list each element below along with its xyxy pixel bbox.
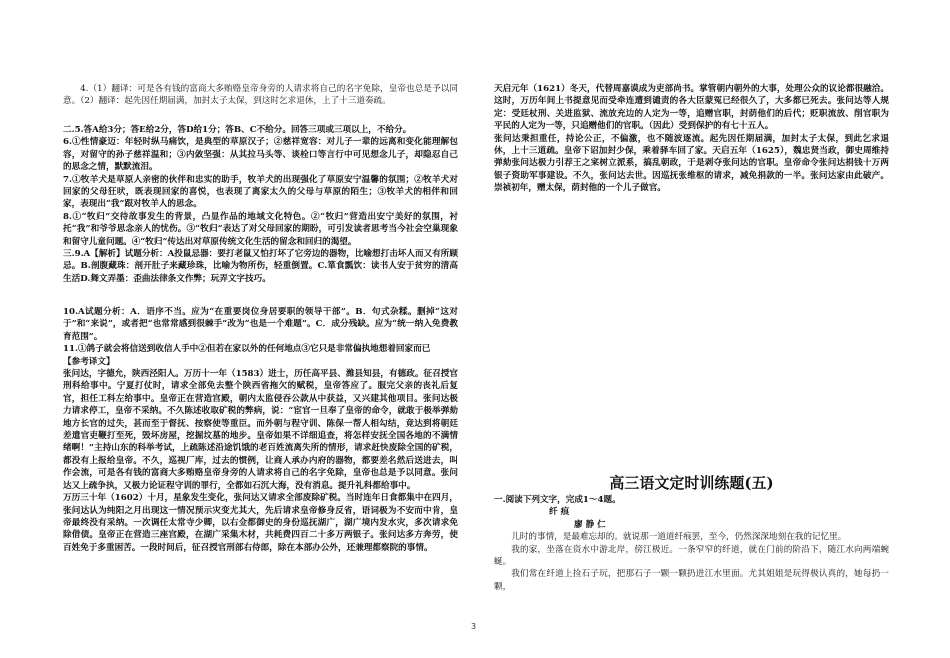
left-column [63,0,458,658]
answer-q11: 11.①鸽子就会将信送到收信人手中②但若在家以外的任何地点③它只是非常偏执地想着回家而已 [63,344,431,355]
answer-q8: 8.①“牧归”交待故事发生的背景，凸显作品的地域文化特色。②“牧归”营造出安宁美好的氛围，衬托“我”和爷爷思念亲人的忧伤。③“牧归”表达了对父母回家的期盼，可引发读者思考当今社会空巢现象和留守儿童问题。④“牧归”传达出对草原传统文化生活的留念和回归的渴望。 [63,211,458,247]
reference-translation-label: 【参考译文】 [63,356,115,367]
reference-translation-2: 万历三十年（1602）十月，星象发生变化，张问达又请求全部废除矿税。当时连年日食都集中在四月，张问达认为纯阳之月出现这一情况预示灾变尤其大，先后请求皇帝修身反省，语词极为不安而中肯，皇帝最终没有采纳。一次调任太常寺少卿，以右佥都御史的身份巡抚湖广，湖广境内发水灾，多次请求免除借债。皇帝正在营造三座宫殿，在湖广采集木材，共耗费四百二十多万两银子。张问达多方奔劳，使百姓免于多重困苦。一段时间后，征召授官刑部右侍郎，除在本部办公外，还兼理都察院的事情。 [63,493,458,553]
essay-author: 廖 静 仁 [574,519,606,530]
essay-title: 纤 痕 [549,507,570,518]
reference-translation: 张问达，字德允，陕西泾阳人。万历十一年（1583）进士，历任高平县、潍县知县，有德政。征召授官刑科给事中。宁夏打仗时，请求全部免去整个陕西省拖欠的赋税，皇帝答应了。服完父亲的丧礼后复官，担任工科左给事中。皇帝正在营造宫殿，朝内太监侵吞公款从中获益，又兴建其他项目。张问达极力请求停工，皇帝不采纳。不久陈述收取矿税的弊病，说：“宦官一旦奉了皇帝的命令，就敢于极举弹劾地方长官的过失，甚而至于督抚、按察使等重臣。而外朝与程守训、陈保一帮人相勾结，竟达到将朝廷差遣官吏鞭打至死，毁坏房屋，挖掘坟墓的地步。皇帝如果不详细追查，将怎样安抚全国各地的不满情绪啊！”主持山东的科举考试，上疏陈述沿途饥饿的老百姓流离失所的情形，请求赶快废除全国的矿税，都没有上报给皇帝。不久，巡视厂库，过去的惯例，让商人承办内府的器物，都要差名然后送进去，叫作会流，可是各有钱的富商大多贿赂皇帝身旁的人请求将自己的名字免除，皇帝也总是予以同意。张问达又上疏争执，又极力论证程守训的罪行，全都如石沉大海，没有消息。提升礼科都给事中。 [63,369,458,491]
answer-q6: 6.①性情豪迈：年轻时纵马痛饮，是典型的草原汉子；②慈祥宽容：对儿子一辈的远离和变化能理解包容，对留守的孙子慈祥温和；③内敛坚强：从其拉马头等、谈栓口等言行中可见想念儿子，却隐忍自己的思念之情，默默流泪。 [63,137,458,173]
answer-q7: 7.①牧羊犬是草原人亲密的伙伴和忠实的助手，牧羊犬的出现强化了草原安宁温馨的氛围；②牧羊犬对回家的父母狂吠，既表现回家的喜悦，也表现了离家太久的父母与草原的陌生；③牧羊犬的相伴和回家，表现出“我”跟对牧羊人的思念。 [63,174,458,210]
essay-paragraph-1: 儿时的事情，是最难忘却的。就说那一道道纤痕罢，至今，仍然深深地刻在我的记忆里。 [511,532,847,543]
section-title: 高三语文定时训练题(五) [609,474,774,492]
answer-q5: 二.5.答A给3分；答E给2分，答D给1分；答B、C不给分。回答三项或三项以上，不给分。 [63,125,412,135]
right-top-block [494,83,889,195]
translation-continuation-2: 张问达秉担重任，持论公正，不偏激，也不随波逐流。起先因任期届满，加封太子太保，到此乞求退休，上十三道疏。皇帝下诏加封少保，乘着驿车回了家。天启五年（1625），魏忠贤当政，御史周维持弹劾张问达极力引荐王之寀树立派系，搞乱朝政，于是剥夺张问达的官职。皇帝命令张问达捐钱十万两银子资助军事建设。不久，张问达去世。因巡抚张维枢的请求，减免捐款的一半。张问达家由此破产。崇祯初年，赠太保，荫封他的一个儿子做官。 [494,133,889,194]
answer-q4: 4.（1）翻译：可是各有钱的富商大多贿赂皇帝身旁的人请求将自己的名字免除，皇帝也总是予以同意。（2）翻译：起先因任期届满，加封太子太保，到这时乞求退休，上了十三道奏疏。 [63,84,458,107]
left-top-block [63,83,458,108]
essay-paragraph-2: 我的家，坐落在资水中游北岸，傍江极近。一条窄窄的纤道，就在门前的阶沿下，随江水向两端蜿蜒。 [494,544,889,568]
translation-continuation: 天启元年（1621）冬天，代替周嘉谟成为吏部尚书。掌管朝内朝外的大事，处理公众的议论都很融洽。这时，万历年间上书提意见而受牵连遭到谴责的各大臣蒙冤已经很久了，大多都已死去。张问达等人规定：受廷杖刑、关进监狱、流放充边的人定为一等，追赠官职，封荫他们的后代；贬职流放、削官职为平民的人定为一等，只追赠他们的官职。（因此）受到保护的有七十五人。 [494,84,889,132]
essay-paragraph-3: 我们常在纤道上捡石子玩，把那石子一颗一颗扔进江水里面。尤其姐姐是玩得极认真的，她每扔一颗， [494,569,889,592]
answer-q10: 10.A试题分析：A．语序不当。应为“在重要岗位身居要职的领导干部”。B．句式杂糅。删掉“这对于”和“来说”，或者把“也常常感到很棘手”改为“也是一个难题”。C．成分残缺。应为“统一纳入免费教育范围”。 [63,307,458,342]
left-answers-block [63,124,458,285]
right-column [494,0,889,658]
page-number: 3 [471,622,477,631]
new-section [494,474,889,593]
left-bottom-block [63,306,458,554]
answer-q9: 三.9.A【解析】试题分析：A投鼠忌器：要打老鼠又怕打坏了它旁边的器物，比喻想打击坏人而又有所顾忌。B.剖腹藏珠：剖开肚子来藏珍珠，比喻为物所伤，轻重倒置。C.箪食瓢饮：读书人安于贫穷的清高生活D.舞文弄墨：歪曲法律条文作弊；玩弄文字技巧。 [63,249,458,284]
reading-instruction: 一.阅读下列文字，完成1～4题。 [494,495,621,505]
